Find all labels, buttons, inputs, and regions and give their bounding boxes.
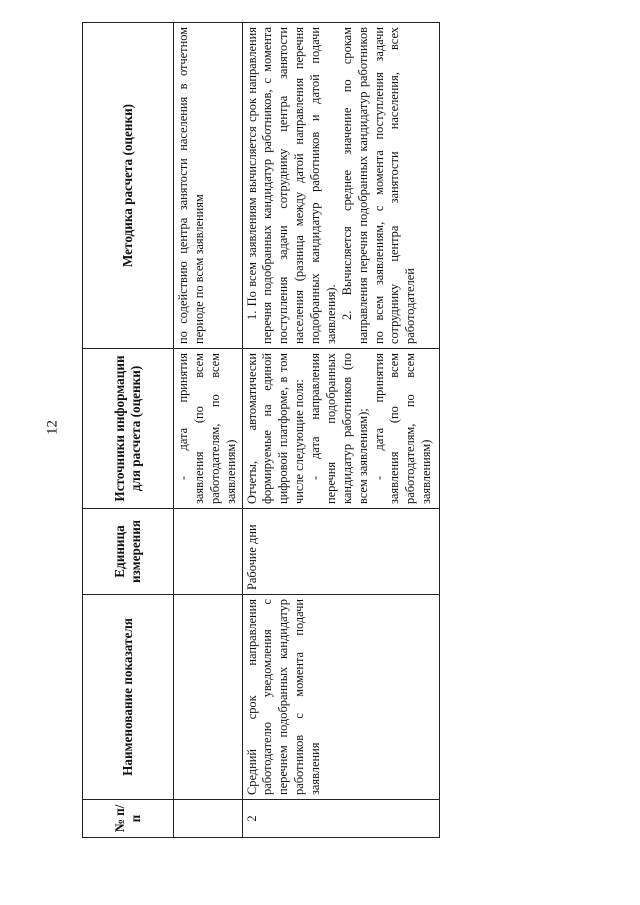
table-row-2 xyxy=(242,23,440,838)
header-source: Источники информации для расчета (оценки) xyxy=(83,349,174,509)
header-num: № п/п xyxy=(83,800,174,838)
cell-name xyxy=(174,595,243,800)
method-step: 1. По всем заявлениям вычисляется срок направления перечня подобранных кандидатур работников, с момента поступления задачи сотруднику центра занятости населения (разница между датой направления перечня подобранных кандидатур работников и датой подачи заявления). xyxy=(244,27,338,344)
source-intro: Отчеты, автоматически формируемые на единой цифровой платформе, в том числе следующие поля: xyxy=(244,353,307,504)
indicators-table xyxy=(82,22,440,838)
header-name: Наименование показателя xyxy=(83,595,174,800)
source-item: - дата направления перечня подобранных кандидатур работников (по всем заявлениям); xyxy=(308,353,370,504)
method-step: 2. Вычисляется среднее значение по срокам направления перечня подобранных кандидатур работников по всем заявлениям, с момента поступления задачи сотруднику центра занятости населения, всех работодателей xyxy=(339,27,418,344)
source-item: - дата принятия заявления (по всем работодателям, по всем заявлениям) xyxy=(371,353,434,504)
cell-unit: Рабочие дни xyxy=(242,509,440,595)
cell-name: Средний срок направления работодателю уведомления с перечнем подобранных кандидатур работников с момента подачи заявления xyxy=(242,595,440,800)
cell-method xyxy=(242,23,440,349)
header-method: Методика расчета (оценки) xyxy=(83,23,174,349)
cell-method: по содействию центра занятости населения в отчетном периоде по всем заявлениям xyxy=(174,23,243,349)
header-unit: Единица измерения xyxy=(83,509,174,595)
rotated-table-wrapper xyxy=(82,23,440,838)
cell-num xyxy=(174,800,243,838)
cell-source xyxy=(242,349,440,509)
cell-source: - дата принятия заявления (по всем работодателям, по всем заявлениям) xyxy=(174,349,243,509)
page-number: 12 xyxy=(44,420,61,435)
table-row-continuation xyxy=(174,23,243,838)
table-header-row xyxy=(83,23,174,838)
cell-unit xyxy=(174,509,243,595)
cell-num: 2 xyxy=(242,800,440,838)
